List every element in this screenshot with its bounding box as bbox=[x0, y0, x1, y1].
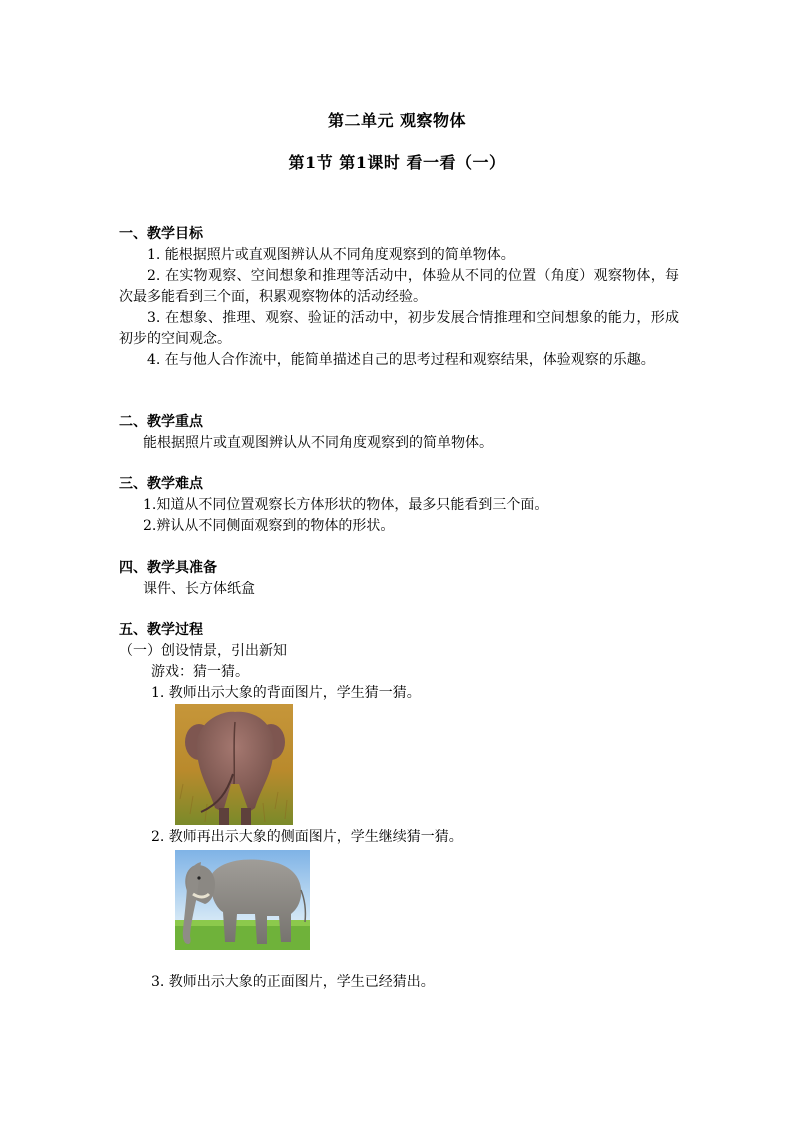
process-step: 2. 教师再出示大象的侧面图片，学生继续猜一猜。 bbox=[151, 829, 463, 845]
section-heading: 五、教学过程 bbox=[119, 622, 203, 638]
section-process bbox=[119, 620, 679, 704]
process-step-3 bbox=[119, 972, 679, 993]
elephant-back-illustration bbox=[175, 704, 293, 825]
subsection-heading: （一）创设情景，引出新知 bbox=[119, 643, 287, 659]
difficulty-item: 1.知道从不同位置观察长方体形状的物体，最多只能看到三个面。 bbox=[143, 497, 549, 513]
section-heading: 一、教学目标 bbox=[119, 226, 203, 242]
section-key-points bbox=[119, 412, 679, 454]
section-materials bbox=[119, 558, 679, 600]
section-heading: 四、教学具准备 bbox=[119, 560, 217, 576]
section-difficulties bbox=[119, 474, 679, 537]
process-step: 1. 教师出示大象的背面图片，学生猜一猜。 bbox=[151, 685, 421, 701]
objective-item: 3. 在想象、推理、观察、验证的活动中，初步发展合情推理和空间想象的能力，形成初步的空间观念。 bbox=[119, 310, 679, 347]
section-text: 课件、长方体纸盒 bbox=[143, 581, 255, 597]
elephant-back-image bbox=[175, 704, 293, 825]
process-step-2 bbox=[119, 827, 679, 848]
section-heading: 二、教学重点 bbox=[119, 414, 203, 430]
game-label: 游戏：猜一猜。 bbox=[151, 664, 249, 680]
elephant-side-image bbox=[175, 850, 310, 950]
lesson-subtitle: 第1节 第1课时 看一看（一） bbox=[288, 153, 506, 172]
objective-item: 2. 在实物观察、空间想象和推理等活动中，体验从不同的位置（角度）观察物体，每次最多能看到三个面，积累观察物体的活动经验。 bbox=[119, 268, 679, 305]
objective-item: 1. 能根据照片或直观图辨认从不同角度观察到的简单物体。 bbox=[147, 247, 515, 263]
process-step: 3. 教师出示大象的正面图片，学生已经猜出。 bbox=[151, 974, 435, 990]
elephant-side-illustration bbox=[175, 850, 310, 950]
difficulty-item: 2.辨认从不同侧面观察到的物体的形状。 bbox=[143, 518, 395, 534]
section-objectives bbox=[119, 224, 679, 371]
section-text: 能根据照片或直观图辨认从不同角度观察到的简单物体。 bbox=[143, 435, 493, 451]
page-title: 第二单元 观察物体 bbox=[327, 111, 467, 130]
section-heading: 三、教学难点 bbox=[119, 476, 203, 492]
objective-item: 4. 在与他人合作流中，能简单描述自己的思考过程和观察结果，体验观察的乐趣。 bbox=[147, 352, 655, 368]
